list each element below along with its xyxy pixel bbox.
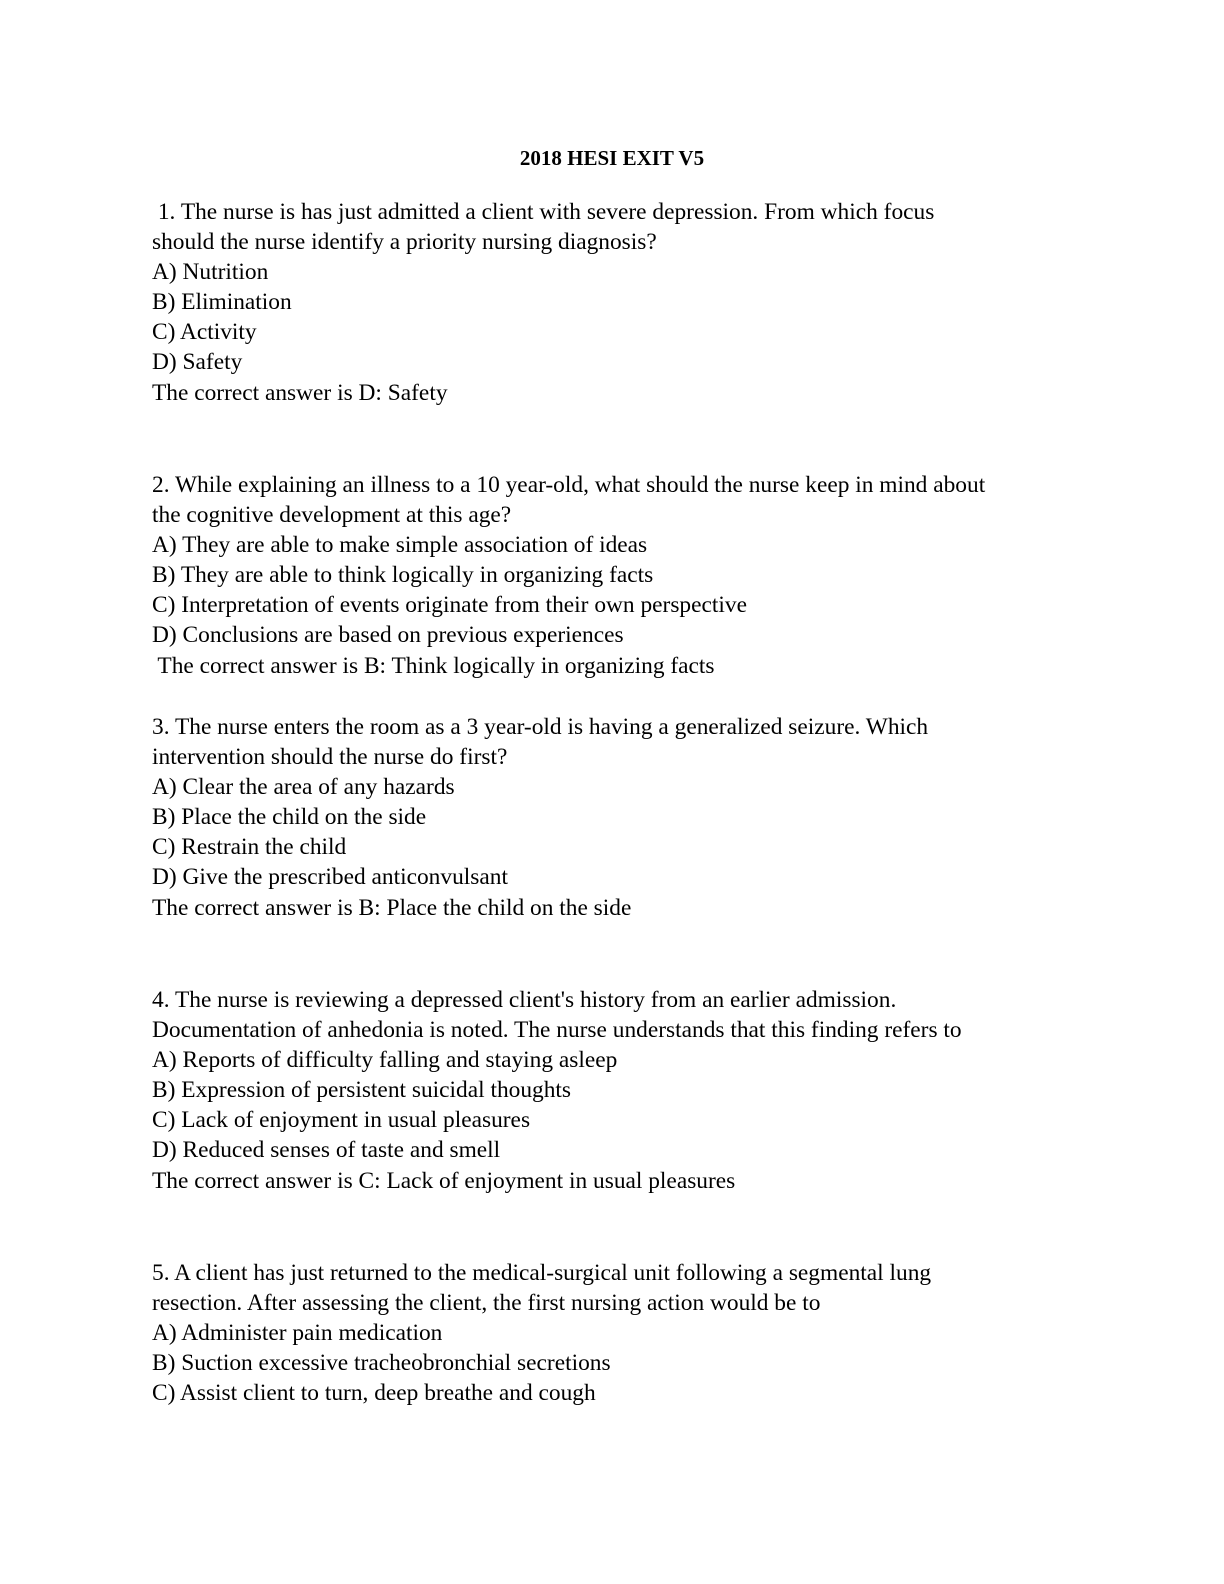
answer-option: C) Lack of enjoyment in usual pleasures [152,1107,531,1134]
question-stem-line: Documentation of anhedonia is noted. The nurse understands that this finding refers to [152,1017,962,1044]
answer-option: D) Reduced senses of taste and smell [152,1137,501,1164]
question-stem-line: 2. While explaining an illness to a 10 year-old, what should the nurse keep in mind about [152,472,986,498]
question-stem-line: 1. The nurse is has just admitted a client with severe depression. From which focus [152,199,935,225]
answer-option: B) Suction excessive tracheobronchial secretions [152,1350,611,1377]
question-stem-line: resection. After assessing the client, the first nursing action would be to [152,1290,821,1317]
answer-option: C) Interpretation of events originate from their own perspective [152,592,747,619]
question-stem-line: 3. The nurse enters the room as a 3 year-old is having a generalized seizure. Which [152,714,929,740]
answer-option: B) They are able to think logically in organizing facts [152,562,654,589]
correct-answer: The correct answer is B: Think logically in organizing facts [152,652,715,679]
question-stem-line: 4. The nurse is reviewing a depressed client's history from an earlier admission. [152,987,897,1013]
answer-option: C) Restrain the child [152,834,347,861]
question-stem-line: intervention should the nurse do first? [152,744,508,771]
answer-option: A) Administer pain medication [152,1320,443,1347]
question-stem-line: should the nurse identify a priority nursing diagnosis? [152,229,657,256]
answer-option: B) Elimination [152,289,292,316]
question-stem-line: 5. A client has just returned to the medical-surgical unit following a segmental lung [152,1260,932,1286]
page-title: 2018 HESI EXIT V5 [519,146,705,170]
answer-option: B) Place the child on the side [152,804,427,831]
question-3 [152,712,1072,923]
answer-option: D) Give the prescribed anticonvulsant [152,864,508,891]
question-stem-line: the cognitive development at this age? [152,502,512,529]
answer-option: D) Safety [152,349,243,376]
question-2 [152,470,1072,681]
answer-option: A) They are able to make simple association of ideas [152,532,648,559]
answer-option: A) Clear the area of any hazards [152,774,455,801]
correct-answer: The correct answer is C: Lack of enjoyment in usual pleasures [152,1167,736,1194]
answer-option: D) Conclusions are based on previous experiences [152,622,624,649]
answer-option: C) Activity [152,319,257,346]
question-4 [152,985,1072,1196]
answer-option: A) Reports of difficulty falling and staying asleep [152,1047,618,1074]
answer-option: A) Nutrition [152,259,269,286]
answer-option: B) Expression of persistent suicidal thoughts [152,1077,572,1104]
question-5 [152,1258,1072,1408]
correct-answer: The correct answer is D: Safety [152,379,448,406]
correct-answer: The correct answer is B: Place the child on the side [152,894,632,921]
answer-option: C) Assist client to turn, deep breathe and cough [152,1380,596,1407]
question-1 [152,197,1072,408]
